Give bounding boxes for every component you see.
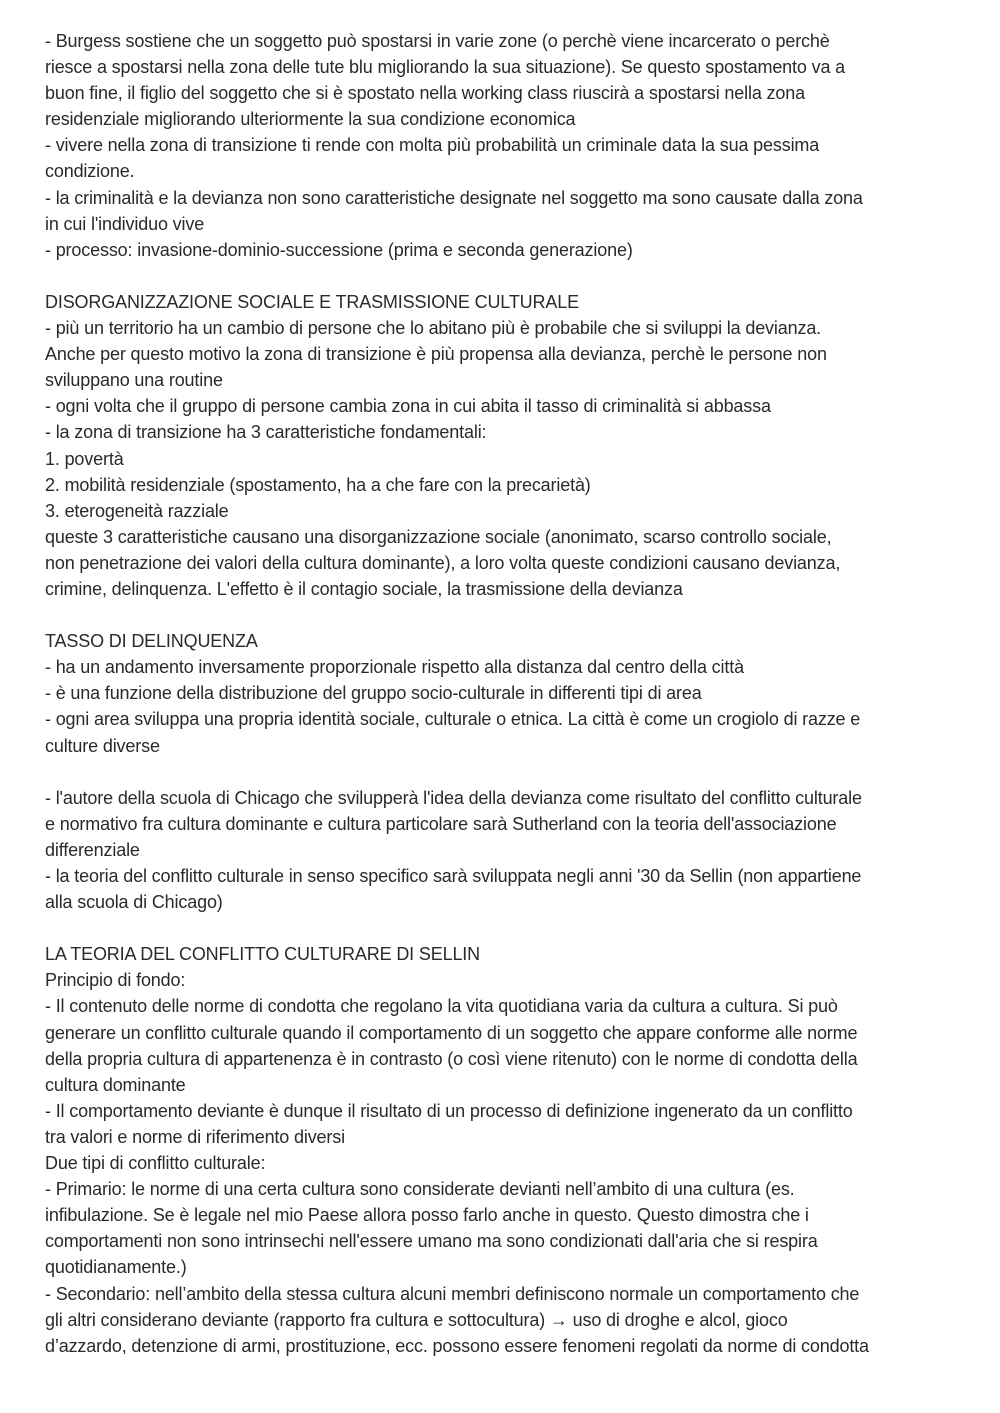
text-line: 3. eterogeneità razziale bbox=[45, 500, 229, 521]
text-line: culture diverse bbox=[45, 735, 160, 756]
text-line: - ogni area sviluppa una propria identità sociale, culturale o etnica. La città è come un crogiolo di razze e bbox=[45, 709, 861, 730]
text-line: quotidianamente.) bbox=[45, 1257, 187, 1278]
text-line: - processo: invasione-dominio-successione (prima e seconda generazione) bbox=[45, 239, 633, 260]
text-line: comportamenti non sono intrinsechi nell'essere umano ma sono condizionati dall'aria che si respira bbox=[45, 1231, 818, 1252]
text-line: infibulazione. Se è legale nel mio Paese allora posso farlo anche in questo. Questo dimostra che i bbox=[45, 1205, 809, 1226]
text-line: DISORGANIZZAZIONE SOCIALE E TRASMISSIONE CULTURALE bbox=[45, 291, 579, 312]
text-line: alla scuola di Chicago) bbox=[45, 892, 223, 913]
text-line: differenziale bbox=[45, 839, 140, 860]
text-line: gli altri considerano deviante (rapporto fra cultura e sottocultura) → uso di droghe e alcol, gioco bbox=[45, 1309, 788, 1330]
text-line: - ogni volta che il gruppo di persone cambia zona in cui abita il tasso di criminalità si abbassa bbox=[45, 396, 771, 417]
text-line: - Burgess sostiene che un soggetto può spostarsi in varie zone (o perchè viene incarcerato o perchè bbox=[45, 31, 830, 51]
text-line: 1. povertà bbox=[45, 448, 124, 469]
text-line: - vivere nella zona di transizione ti rende con molta più probabilità un criminale data la sua pessima bbox=[45, 135, 820, 156]
text-line: sviluppano una routine bbox=[45, 370, 223, 391]
text-line: residenziale migliorando ulteriormente la sua condizione economica bbox=[45, 109, 576, 130]
paragraph-gap bbox=[45, 263, 956, 289]
paragraph-gap bbox=[45, 602, 956, 628]
text-line: riesce a spostarsi nella zona delle tute blu migliorando la sua situazione). Se questo spostamento va a bbox=[45, 57, 846, 78]
text-line: buon fine, il figlio del soggetto che si è spostato nella working class riuscirà a spostarsi nella zona bbox=[45, 83, 805, 104]
text-line: LA TEORIA DEL CONFLITTO CULTURARE DI SELLIN bbox=[45, 944, 480, 965]
text-line: - Il comportamento deviante è dunque il risultato di un processo di definizione ingenerato da un conflitto bbox=[45, 1100, 853, 1121]
text-line: generare un conflitto culturale quando il comportamento di un soggetto che appare conforme alle norme bbox=[45, 1022, 858, 1043]
text-line: non penetrazione dei valori della cultura dominante), a loro volta queste condizioni causano devianza, bbox=[45, 552, 841, 573]
text-line: TASSO DI DELINQUENZA bbox=[45, 631, 258, 652]
text-line: 2. mobilità residenziale (spostamento, ha a che fare con la precarietà) bbox=[45, 474, 591, 495]
text-line: - l'autore della scuola di Chicago che svilupperà l'idea della devianza come risultato del conflitto culturale bbox=[45, 787, 862, 808]
text-line: tra valori e norme di riferimento diversi bbox=[45, 1126, 345, 1147]
text-line: in cui l'individuo vive bbox=[45, 213, 205, 234]
text-line: Anche per questo motivo la zona di transizione è più propensa alla devianza, perchè le persone non bbox=[45, 344, 827, 365]
text-line: - la teoria del conflitto culturale in senso specifico sarà sviluppata negli anni '30 da Sellin (non appartiene bbox=[45, 866, 862, 886]
text-line: - Primario: le norme di una certa cultura sono considerate devianti nell’ambito di una cultura (es. bbox=[45, 1179, 795, 1200]
paragraph-gap bbox=[45, 915, 956, 941]
text-line: della propria cultura di appartenenza è in contrasto (o così viene ritenuto) con le norme di condotta della bbox=[45, 1048, 858, 1069]
text-line: queste 3 caratteristiche causano una disorganizzazione sociale (anonimato, scarso controllo sociale, bbox=[45, 526, 832, 547]
text-line: - Il contenuto delle norme di condotta che regolano la vita quotidiana varia da cultura a cultura. Si può bbox=[45, 996, 838, 1017]
text-line: d’azzardo, detenzione di armi, prostituzione, ecc. possono essere fenomeni regolati da norme di condotta bbox=[45, 1335, 869, 1356]
text-line: condizione. bbox=[45, 161, 135, 182]
text-line: - Secondario: nell’ambito della stessa cultura alcuni membri definiscono normale un comportamento che bbox=[45, 1283, 860, 1304]
text-line: cultura dominante bbox=[45, 1074, 186, 1095]
text-line: - la criminalità e la devianza non sono caratteristiche designate nel soggetto ma sono causate dalla zona bbox=[45, 187, 863, 208]
text-line: e normativo fra cultura dominante e cultura particolare sarà Sutherland con la teoria dell'associazione bbox=[45, 813, 837, 834]
text-line: - è una funzione della distribuzione del gruppo socio-culturale in differenti tipi di area bbox=[45, 683, 702, 704]
text-line: crimine, delinquenza. L'effetto è il contagio sociale, la trasmissione della devianza bbox=[45, 578, 683, 599]
text-line: Principio di fondo: bbox=[45, 970, 186, 991]
text-line: - più un territorio ha un cambio di persone che lo abitano più è probabile che si sviluppi la devianza. bbox=[45, 318, 822, 339]
paragraph-gap bbox=[45, 759, 956, 785]
text-line: - la zona di transizione ha 3 caratteristiche fondamentali: bbox=[45, 422, 487, 443]
text-line: Due tipi di conflitto culturale: bbox=[45, 1153, 266, 1174]
text-line: - ha un andamento inversamente proporzionale rispetto alla distanza dal centro della città bbox=[45, 657, 744, 678]
